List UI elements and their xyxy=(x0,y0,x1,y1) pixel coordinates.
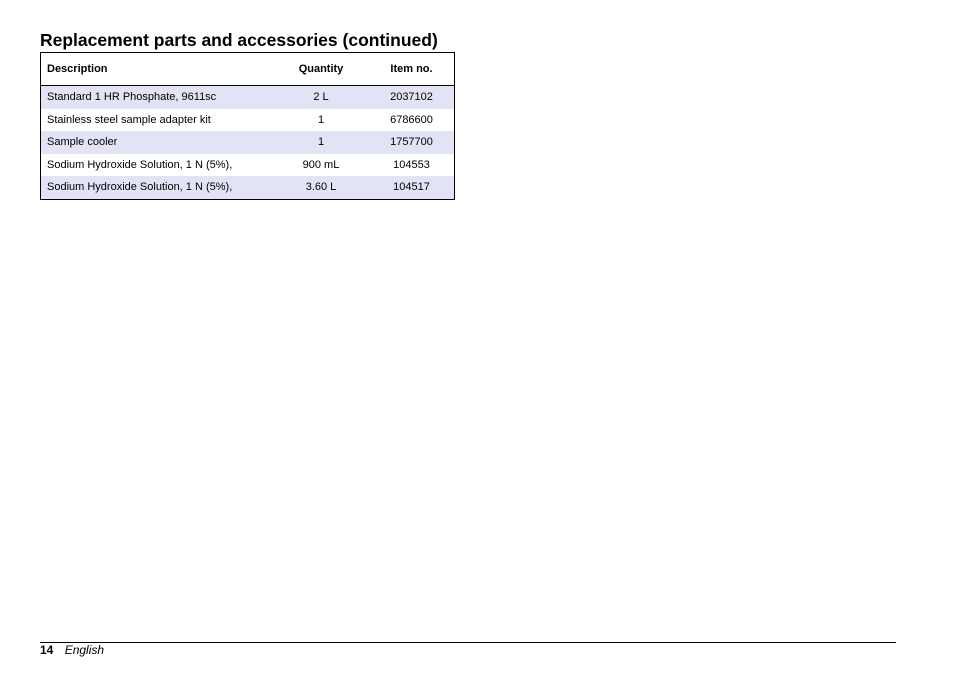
cell-item-no: 2037102 xyxy=(369,86,455,109)
column-header-description: Description xyxy=(41,53,274,86)
cell-description: Sodium Hydroxide Solution, 1 N (5%), xyxy=(41,176,274,199)
table-row xyxy=(41,86,455,109)
cell-quantity: 1 xyxy=(273,131,369,154)
cell-quantity: 1 xyxy=(317,113,325,126)
cell-quantity: 3.60 L xyxy=(273,176,369,199)
column-header-item-no: Item no. xyxy=(369,53,455,86)
page-footer xyxy=(40,643,104,657)
page-number: 14 xyxy=(40,643,54,657)
cell-quantity: 2 L xyxy=(273,86,369,109)
cell-item-no: 104517 xyxy=(369,176,455,199)
page-title: Replacement parts and accessories (continued) xyxy=(40,30,438,50)
column-header-quantity: Quantity xyxy=(273,53,369,86)
table-row xyxy=(41,131,455,154)
cell-item-no: 6786600 xyxy=(390,113,433,126)
cell-description: Standard 1 HR Phosphate, 9611sc xyxy=(41,86,274,109)
footer-divider xyxy=(40,642,896,643)
parts-table xyxy=(40,52,455,200)
table-row xyxy=(41,154,455,177)
cell-item-no: 104553 xyxy=(393,158,430,171)
cell-description: Sample cooler xyxy=(41,131,274,154)
cell-description: Stainless steel sample adapter kit xyxy=(47,113,211,126)
table-row xyxy=(41,109,455,132)
table-row xyxy=(41,176,455,199)
cell-item-no: 1757700 xyxy=(369,131,455,154)
cell-description: Sodium Hydroxide Solution, 1 N (5%), xyxy=(47,158,233,171)
cell-quantity: 900 mL xyxy=(302,158,340,171)
footer-language: English xyxy=(64,643,105,657)
table-header-row xyxy=(41,53,455,86)
